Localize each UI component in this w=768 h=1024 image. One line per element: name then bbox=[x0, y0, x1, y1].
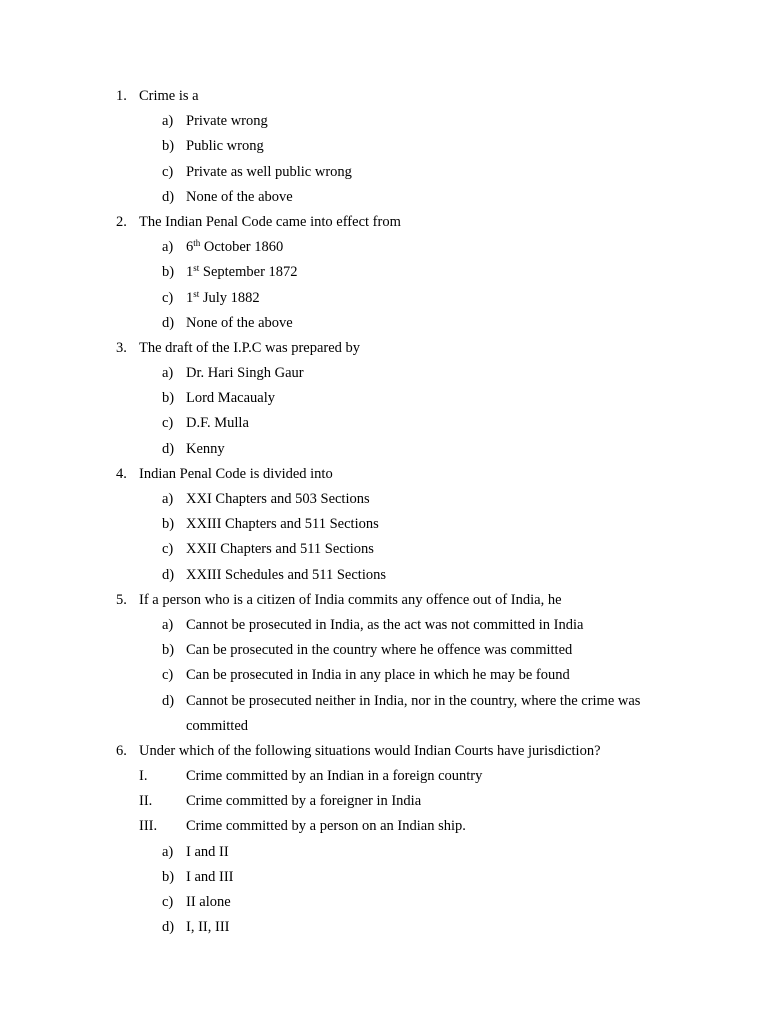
question-4 bbox=[0, 462, 768, 588]
option-ordinal-number: 1 bbox=[186, 289, 194, 306]
option-label: b) bbox=[162, 390, 175, 407]
option-text-main: XXIII Schedules and 511 Sections bbox=[186, 566, 387, 583]
option-text-main: None of the above bbox=[186, 314, 293, 331]
option-label: c) bbox=[162, 163, 174, 180]
option-text-main: Kenny bbox=[186, 440, 225, 457]
option-text bbox=[186, 613, 583, 638]
option-text bbox=[186, 537, 374, 562]
question-number: 3. bbox=[116, 339, 127, 356]
option-label: c) bbox=[162, 541, 174, 558]
option-text-main: Can be prosecuted in India in any place in which he may be found bbox=[186, 667, 570, 684]
option-line bbox=[0, 386, 768, 411]
option-ordinal-number: 1 bbox=[186, 264, 194, 281]
option-label: b) bbox=[162, 138, 175, 155]
statement-text: Crime committed by a person on an Indian ship. bbox=[186, 818, 466, 835]
option-line bbox=[0, 563, 768, 588]
statement-line bbox=[0, 764, 768, 789]
question-line bbox=[0, 588, 768, 613]
option-line bbox=[0, 663, 768, 688]
option-text bbox=[186, 638, 572, 663]
statement-line bbox=[0, 814, 768, 839]
option-text-main: D.F. Mulla bbox=[186, 415, 249, 432]
option-label: d) bbox=[162, 314, 175, 331]
option-text bbox=[186, 185, 293, 210]
option-text bbox=[186, 437, 225, 462]
question-5 bbox=[0, 588, 768, 739]
option-text-main: II alone bbox=[186, 894, 231, 910]
option-text bbox=[186, 840, 229, 865]
option-text bbox=[186, 109, 268, 134]
option-text bbox=[186, 260, 298, 285]
statement-text: Crime committed by an Indian in a foreign country bbox=[186, 768, 483, 785]
option-label: d) bbox=[162, 188, 175, 205]
question-text: The draft of the I.P.C was prepared by bbox=[139, 339, 361, 356]
option-ordinal-suffix: th bbox=[193, 238, 201, 249]
option-line bbox=[0, 890, 768, 915]
question-3 bbox=[0, 336, 768, 462]
option-label: d) bbox=[162, 566, 175, 583]
question-text: The Indian Penal Code came into effect from bbox=[139, 213, 401, 230]
option-text bbox=[186, 890, 231, 915]
option-text-main: Cannot be prosecuted in India, as the act was not committed in India bbox=[186, 616, 584, 633]
question-document bbox=[0, 84, 768, 940]
option-line bbox=[0, 613, 768, 638]
option-text-main: Can be prosecuted in the country where he offence was committed bbox=[186, 642, 573, 659]
option-line bbox=[0, 260, 768, 285]
option-line bbox=[0, 109, 768, 134]
option-text bbox=[186, 286, 260, 311]
option-text-main: Public wrong bbox=[186, 138, 264, 155]
option-line bbox=[0, 512, 768, 537]
question-number: 6. bbox=[116, 742, 127, 759]
question-number: 4. bbox=[116, 465, 127, 482]
option-line bbox=[0, 411, 768, 436]
option-line bbox=[0, 361, 768, 386]
option-text-main: October 1860 bbox=[200, 239, 284, 256]
option-label: b) bbox=[162, 642, 175, 659]
option-text bbox=[186, 411, 249, 436]
option-text-main: September 1872 bbox=[199, 264, 298, 281]
question-line bbox=[0, 739, 768, 764]
option-line bbox=[0, 437, 768, 462]
option-line bbox=[0, 840, 768, 865]
option-line bbox=[0, 160, 768, 185]
option-text-main: July 1882 bbox=[199, 289, 260, 306]
option-line bbox=[0, 286, 768, 311]
option-label: d) bbox=[162, 919, 175, 936]
option-text-main: Cannot be prosecuted neither in India, nor in the country, where the crime was bbox=[186, 692, 641, 709]
option-text-continued: committed bbox=[186, 717, 249, 734]
option-ordinal-suffix: st bbox=[193, 263, 200, 274]
option-text-main: Dr. Hari Singh Gaur bbox=[186, 365, 304, 382]
statement-label: II. bbox=[139, 793, 153, 810]
option-label: c) bbox=[162, 415, 174, 432]
option-label: b) bbox=[162, 516, 175, 533]
question-line bbox=[0, 336, 768, 361]
option-label: c) bbox=[162, 667, 174, 684]
option-text bbox=[186, 689, 640, 714]
option-line bbox=[0, 537, 768, 562]
question-number: 2. bbox=[116, 213, 127, 230]
option-ordinal-suffix: st bbox=[193, 288, 200, 299]
option-text-main: I and III bbox=[186, 868, 234, 885]
statement-label: III. bbox=[139, 818, 158, 835]
question-2 bbox=[0, 210, 768, 336]
option-line bbox=[0, 915, 768, 940]
option-line bbox=[0, 689, 768, 714]
option-label: a) bbox=[162, 843, 174, 860]
option-label: c) bbox=[162, 289, 174, 306]
option-line bbox=[0, 185, 768, 210]
statement-line bbox=[0, 789, 768, 814]
option-ordinal-number: 6 bbox=[186, 239, 194, 256]
option-text bbox=[186, 311, 293, 336]
option-text bbox=[186, 865, 234, 890]
option-line bbox=[0, 134, 768, 159]
question-1 bbox=[0, 84, 768, 210]
option-text bbox=[186, 512, 379, 537]
option-text-main: XXIII Chapters and 511 Sections bbox=[186, 516, 379, 533]
statement-text: Crime committed by a foreigner in India bbox=[186, 793, 422, 810]
option-line bbox=[0, 311, 768, 336]
option-label: a) bbox=[162, 239, 174, 256]
option-label: b) bbox=[162, 264, 175, 281]
question-line bbox=[0, 210, 768, 235]
option-label: a) bbox=[162, 616, 174, 633]
option-text bbox=[186, 386, 275, 411]
option-text-main: I, II, III bbox=[186, 919, 230, 936]
option-line bbox=[0, 865, 768, 890]
option-line bbox=[0, 235, 768, 260]
option-text bbox=[186, 160, 352, 185]
option-line bbox=[0, 638, 768, 663]
option-label: a) bbox=[162, 113, 174, 130]
option-label: b) bbox=[162, 868, 175, 885]
option-text-main: Lord Macaualy bbox=[186, 390, 275, 407]
option-text-main: I and II bbox=[186, 843, 229, 860]
question-6 bbox=[0, 739, 768, 941]
option-line bbox=[0, 487, 768, 512]
question-number: 1. bbox=[116, 88, 127, 104]
option-label: a) bbox=[162, 491, 174, 507]
question-number: 5. bbox=[116, 591, 127, 608]
option-label: a) bbox=[162, 365, 174, 382]
option-text bbox=[186, 361, 304, 386]
option-text-main: Private wrong bbox=[186, 113, 268, 130]
option-text-main: XXI Chapters and 503 Sections bbox=[186, 491, 370, 507]
option-text-main: None of the above bbox=[186, 188, 293, 205]
option-text-main: Private as well public wrong bbox=[186, 163, 352, 180]
option-text bbox=[186, 235, 283, 260]
option-text bbox=[186, 563, 386, 588]
question-line bbox=[0, 462, 768, 487]
question-line bbox=[0, 84, 768, 109]
option-text-main: XXII Chapters and 511 Sections bbox=[186, 541, 374, 558]
question-text: Under which of the following situations would Indian Courts have jurisdiction? bbox=[139, 742, 601, 759]
option-text bbox=[186, 134, 264, 159]
question-text: Crime is a bbox=[139, 88, 199, 104]
option-label: d) bbox=[162, 440, 175, 457]
option-continuation-line bbox=[0, 714, 768, 739]
statement-label: I. bbox=[139, 768, 148, 785]
question-text: Indian Penal Code is divided into bbox=[139, 465, 333, 482]
question-text: If a person who is a citizen of India commits any offence out of India, he bbox=[139, 591, 562, 608]
option-label: c) bbox=[162, 894, 174, 910]
option-text bbox=[186, 915, 229, 940]
option-text bbox=[186, 487, 370, 512]
option-label: d) bbox=[162, 692, 175, 709]
option-text bbox=[186, 663, 570, 688]
